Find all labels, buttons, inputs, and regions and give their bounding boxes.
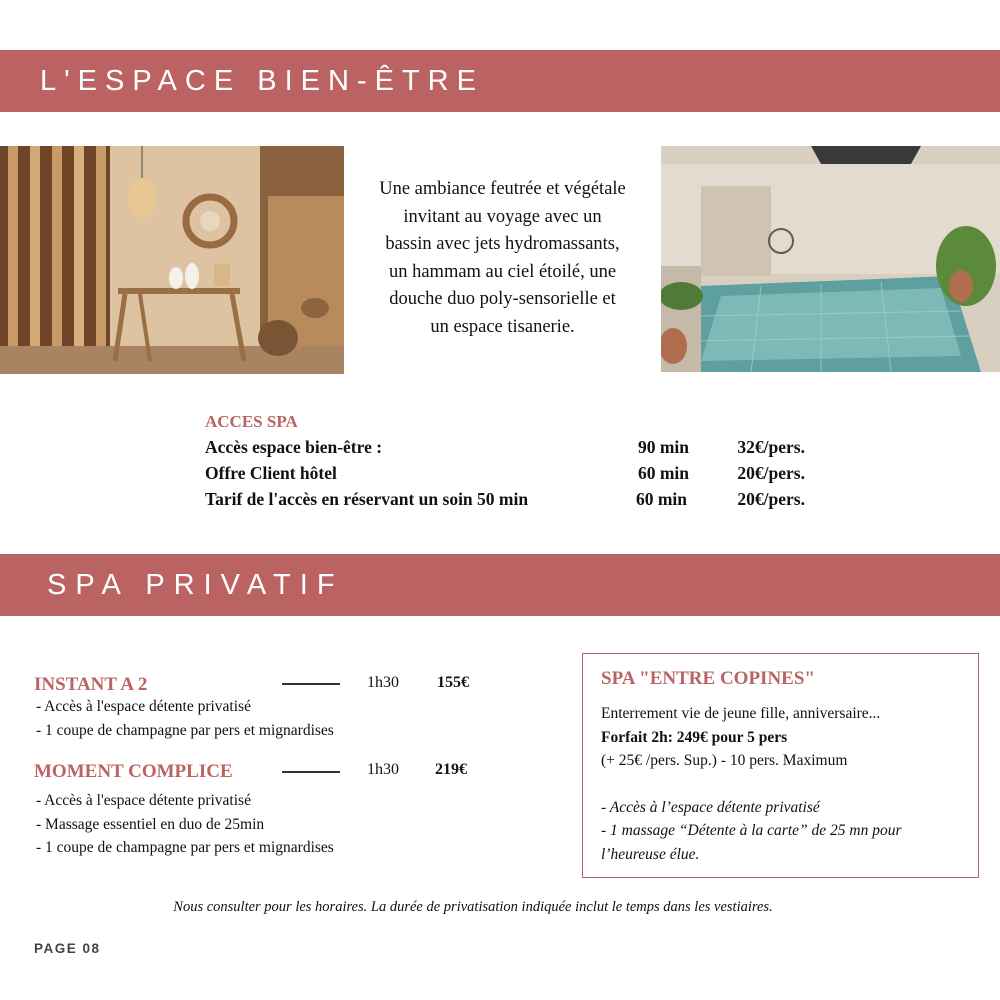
pricing-row [205, 486, 825, 512]
pricing-duration: 60 min [637, 463, 689, 483]
spa-description-line: un espace tisanerie. [430, 316, 575, 337]
pricing-price: 20€/pers. [737, 489, 805, 509]
offer-duration: 1h30 [367, 761, 399, 778]
offer-title-moment-complice: MOMENT COMPLICE [34, 761, 233, 782]
box-text [601, 702, 960, 866]
section-title-espace-bien-etre: L'ESPACE BIEN-ÊTRE [0, 50, 1000, 112]
box-italic-line: l’heureuse élue. [601, 845, 700, 863]
pricing-row [205, 434, 825, 460]
acces-spa-title: ACCES SPA [205, 412, 298, 431]
offer-bullets [36, 695, 334, 742]
pricing-label: Accès espace bien-être : [205, 437, 383, 457]
offer-bullet: - Accès à l'espace détente privatisé [36, 698, 251, 715]
offer-divider [282, 771, 340, 773]
offer-bullet: - Massage essentiel en duo de 25min [36, 815, 265, 833]
pricing-duration: 60 min [635, 489, 687, 509]
box-spacer [601, 773, 960, 796]
page-number: PAGE 08 [34, 941, 101, 956]
pricing-row [205, 460, 825, 486]
pricing-label: Offre Client hôtel [205, 463, 337, 483]
offer-price: 219€ [435, 761, 467, 778]
box-italic-line: - 1 massage “Détente à la carte” de 25 mn pour [601, 822, 902, 839]
pricing-price: 20€/pers. [737, 463, 805, 483]
offer-bullet: - 1 coupe de champagne par pers et mignardises [36, 839, 334, 856]
box-title: SPA "ENTRE COPINES" [601, 668, 815, 689]
offer-bullet: - 1 coupe de champagne par pers et mignardises [36, 721, 334, 739]
spa-description-line: bassin avec jets hydromassants, [385, 234, 620, 254]
footer-note: Nous consulter pour les horaires. La durée de privatisation indiquée inclut le temps dans les vestiaires. [173, 899, 773, 915]
acces-spa-pricing [205, 410, 825, 512]
spa-description-line: invitant au voyage avec un [403, 206, 602, 227]
spa-lounge-photo [0, 146, 344, 374]
spa-description-line: Une ambiance feutrée et végétale [379, 179, 626, 199]
offer-duration: 1h30 [367, 674, 399, 691]
spa-entre-copines-box [582, 653, 979, 878]
offer-title-instant-a-2: INSTANT A 2 [34, 674, 148, 695]
pricing-duration: 90 min [637, 437, 689, 457]
box-italic-line: - Accès à l’espace détente privatisé [601, 798, 820, 816]
box-line: (+ 25€ /pers. Sup.) - 10 pers. Maximum [601, 752, 848, 769]
pricing-price: 32€/pers. [737, 437, 805, 457]
spa-description [344, 176, 661, 341]
pricing-label: Tarif de l'accès en réservant un soin 50 min [205, 489, 529, 509]
box-forfait: Forfait 2h: 249€ pour 5 pers [601, 728, 788, 746]
pool-photo [661, 146, 1000, 372]
section-title-spa-privatif: SPA PRIVATIF [0, 554, 1000, 616]
offer-bullet: - Accès à l'espace détente privatisé [36, 792, 251, 809]
spa-description-line: douche duo poly-sensorielle et [389, 289, 616, 309]
offer-bullets [36, 789, 334, 860]
spa-description-line: un hammam au ciel étoilé, une [388, 261, 617, 282]
box-line: Enterrement vie de jeune fille, anniversaire... [601, 705, 881, 722]
offer-price: 155€ [437, 674, 469, 691]
offer-divider [282, 683, 340, 685]
